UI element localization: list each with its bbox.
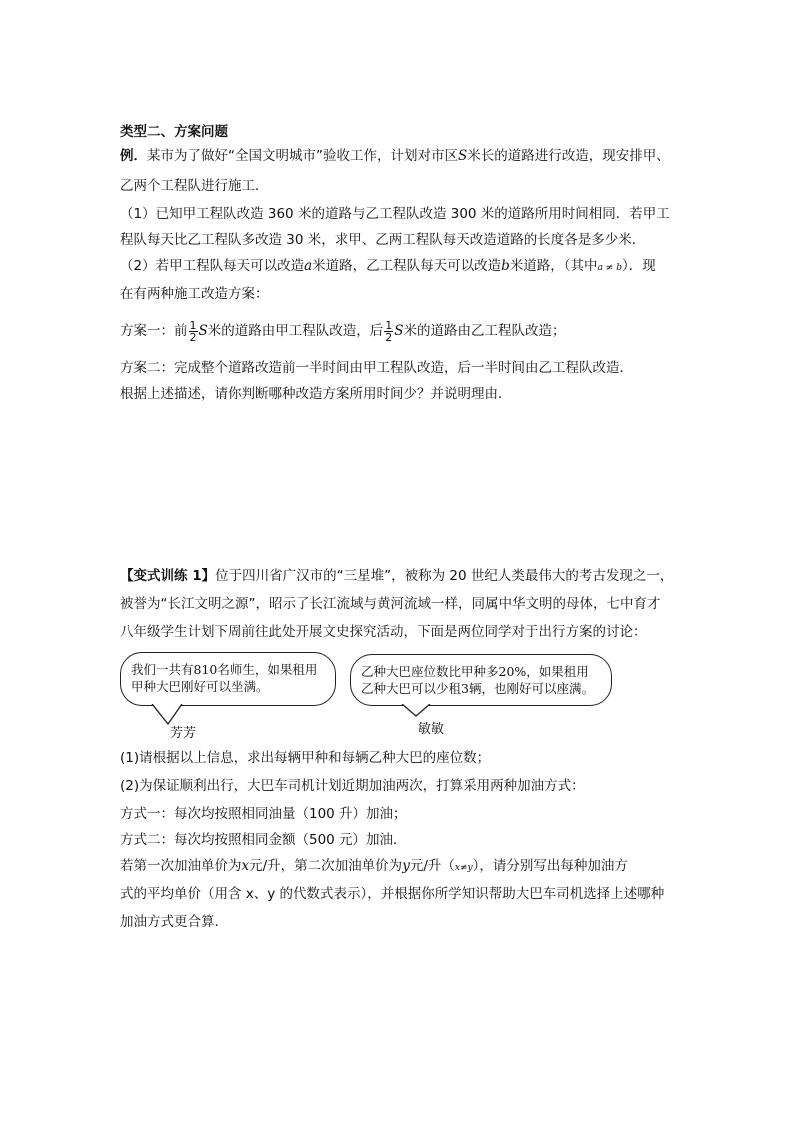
example-text: 米长的道路进行改造，现安排甲、 xyxy=(467,148,670,164)
variant-label: 【变式训练 1】 xyxy=(120,568,216,584)
example-line-2: 乙两个工程队进行施工． xyxy=(120,178,269,194)
fraction-half xyxy=(189,320,198,343)
frac-num: 1 xyxy=(385,318,393,332)
variant-q1: (1)请根据以上信息，求出每辆甲种和每辆乙种大巴的座位数； xyxy=(120,750,491,766)
var-s: S xyxy=(458,148,468,164)
q2-line-2: 在有两种施工改造方案： xyxy=(120,286,269,302)
q2-text: ）．现 xyxy=(621,258,656,274)
last-text: 元/升（ xyxy=(409,858,455,874)
var-a: a xyxy=(304,258,313,274)
q1-line-2: 程队每天比乙工程队多改造 30 米，求甲、乙两工程队每天改造道路的长度各是多少米． xyxy=(120,232,646,248)
example-label: 例． xyxy=(120,148,147,164)
way-1: 方式一：每次均按照相同油量（100 升）加油； xyxy=(120,806,407,822)
last-text: 若第一次加油单价为 xyxy=(120,858,242,874)
condition-a-ne-b: a ≠ b xyxy=(597,263,622,273)
variant-last-line-2: 式的平均单价（用含 x、y 的代数式表示），并根据你所学知识帮助大巴车司机选择上述哪种 xyxy=(120,886,665,902)
condition-x-ne-y: x≠y xyxy=(454,863,473,873)
bubble-left-text-2: 甲种大巴刚好可以坐满。 xyxy=(131,679,269,694)
last-text: ），请分别写出每种加油方 xyxy=(472,858,628,874)
name-minmin: 敏敏 xyxy=(418,722,445,737)
bubble-right-text-1: 乙种大巴座位数比甲种多20%，如果租用 xyxy=(361,664,589,679)
variant-line-1 xyxy=(120,566,673,586)
variant-last-line-1 xyxy=(120,856,628,878)
example-question: 根据上述描述，请你判断哪种改造方案所用时间少？并说明理由． xyxy=(120,386,512,402)
bubble-right-tail xyxy=(400,704,440,718)
plan1-text: 方案一：前 xyxy=(120,323,188,339)
example-text: 某市为了做好“全国文明城市”验收工作，计划对市区 xyxy=(147,148,458,164)
speech-bubble-left xyxy=(120,652,336,706)
q2-line-1 xyxy=(120,256,656,278)
var-s: S xyxy=(198,323,208,339)
section-title: 类型二、方案问题 xyxy=(120,124,228,140)
frac-den: 2 xyxy=(385,330,393,344)
variant-line-2: 被誉为“长江文明之源”，昭示了长江流域与黄河流域一样，同属中华文明的母体，七中育才 xyxy=(120,596,661,612)
speech-bubble-right xyxy=(350,654,612,706)
q2-text: 米道路，乙工程队每天可以改造 xyxy=(312,258,502,274)
variant-q2: (2)为保证顺利出行，大巴车司机计划近期加油两次，打算采用两种加油方式： xyxy=(120,778,585,794)
var-b: b xyxy=(501,258,510,274)
plan1-text: 米的道路由甲工程队改造，后 xyxy=(207,323,384,339)
plan-1 xyxy=(120,318,566,344)
frac-num: 1 xyxy=(189,318,197,332)
plan1-text: 米的道路由乙工程队改造； xyxy=(403,323,566,339)
variant-line-3: 八年级学生计划下周前往此处开展文史探究活动，下面是两位同学对于出行方案的讨论： xyxy=(120,624,647,640)
name-fangfang: 芳芳 xyxy=(170,726,197,741)
frac-den: 2 xyxy=(189,330,197,344)
var-y: y xyxy=(402,858,410,874)
variant-last-line-3: 加油方式更合算． xyxy=(120,914,228,930)
q1-line-1: （1）已知甲工程队改造 360 米的道路与乙工程队改造 300 米的道路所用时间相同．若甲工 xyxy=(120,206,670,222)
fraction-half xyxy=(384,320,393,343)
q2-text: 米道路，（其中 xyxy=(509,258,598,274)
way-2: 方式二：每次均按照相同金额（500 元）加油． xyxy=(120,832,407,848)
q2-text: （2）若甲工程队每天可以改造 xyxy=(120,258,305,274)
bubble-right-text-2: 乙种大巴可以少租3辆，也刚好可以座满。 xyxy=(361,681,594,696)
plan-2: 方案二：完成整个道路改造前一半时间由甲工程队改造，后一半时间由乙工程队改造． xyxy=(120,360,633,376)
var-x: x xyxy=(241,858,250,874)
bubble-left-text-1: 我们一共有810名师生，如果租用 xyxy=(131,662,318,677)
var-s: S xyxy=(394,323,404,339)
variant-text: 位于四川省广汉市的“三星堆”，被称为 20 世纪人类最伟大的考古发现之一， xyxy=(215,568,674,584)
example-line-1 xyxy=(120,146,670,166)
last-text: 元/升，第二次加油单价为 xyxy=(249,858,403,874)
